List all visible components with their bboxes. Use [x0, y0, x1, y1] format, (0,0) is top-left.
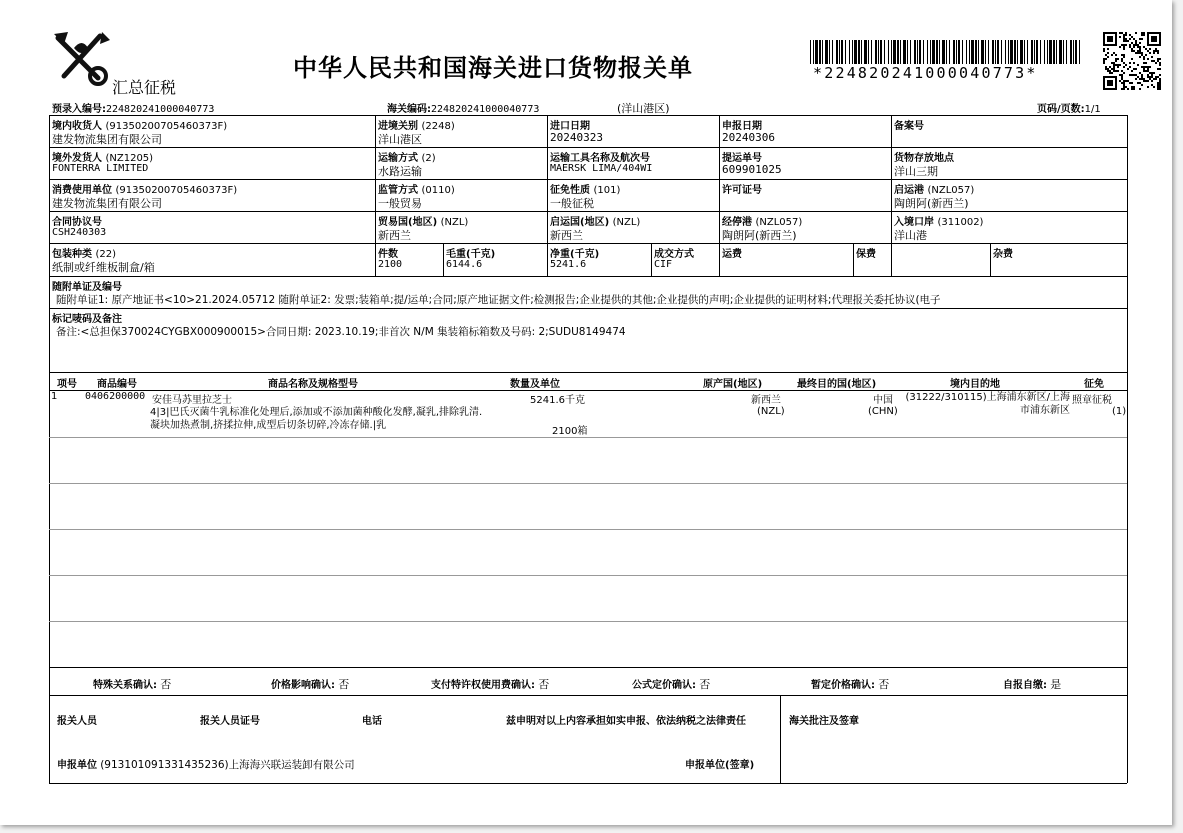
contract-value: CSH240303 — [52, 227, 107, 238]
goods-spec: 4|3|巴氏灭菌牛乳标准化处理后,添加或不添加菌种酸化发酵,凝乳,排除乳清.凝块加热煮制,挤揉拉伸,成型后切条切碎,冷冻存储.|乳 — [150, 407, 483, 431]
net-label: 净重(千克) — [550, 249, 600, 260]
bl-label: 提运单号 — [722, 153, 762, 164]
phone-label: 电话 — [362, 716, 382, 727]
origin-country-value: 新西兰 — [550, 229, 583, 242]
supervision-label: 监管方式 (0110) — [378, 185, 455, 196]
goods-header-dest-country: 最终目的国(地区) — [797, 379, 877, 390]
goods-levy: 照章征税 — [1072, 395, 1112, 406]
price-influence-confirm: 价格影响确认: 否 — [271, 678, 350, 691]
terms-value: CIF — [654, 259, 673, 270]
royalty-confirm: 支付特许权使用费确认: 否 — [431, 678, 550, 691]
customs-approval-label: 海关批注及签章 — [789, 716, 859, 727]
entry-customs-value: 洋山港区 — [378, 133, 422, 146]
record-no-label: 备案号 — [894, 121, 924, 132]
goods-header-qty: 数量及单位 — [510, 379, 560, 390]
goods-item-no: 1 — [51, 391, 58, 402]
goods-dest-country: 中国 — [873, 395, 893, 406]
goods-header-origin: 原产国(地区) — [703, 379, 763, 390]
transport-mode-label: 运输方式 (2) — [378, 153, 436, 164]
levy-value: 一般征税 — [550, 197, 594, 210]
departure-port-label: 启运港 (NZL057) — [894, 185, 975, 196]
goods-name: 安佳马苏里拉芝士 — [152, 395, 232, 406]
transport-mode-value: 水路运输 — [378, 165, 422, 178]
package-label: 包装种类 (22) — [52, 249, 117, 260]
origin-country-label: 启运国(地区) (NZL) — [550, 217, 641, 228]
entry-port-value: 洋山港 — [894, 229, 927, 242]
goods-domestic-dest: (31222/310115)上海浦东新区/上海市浦东新区 — [905, 392, 1070, 416]
license-label: 许可证号 — [722, 185, 762, 196]
pieces-value: 2100 — [378, 259, 403, 270]
goods-header-levy: 征免 — [1084, 379, 1104, 390]
port-note: (洋山港区) — [617, 102, 670, 115]
logo-text: 汇总征税 — [112, 78, 177, 97]
barcode-text: *224820241000040773* — [813, 64, 1038, 82]
attached-docs-label: 随附单证及编号 — [52, 282, 122, 293]
freight-label: 运费 — [722, 249, 742, 260]
package-value: 纸制或纤维板制盒/箱 — [52, 261, 155, 274]
contract-label: 合同协议号 — [52, 217, 102, 228]
gross-label: 毛重(千克) — [446, 249, 496, 260]
gross-value: 6144.6 — [446, 259, 483, 270]
goods-header-domestic-dest: 境内目的地 — [950, 379, 1000, 390]
qr-code — [1103, 32, 1161, 90]
transit-port-label: 经停港 (NZL057) — [722, 217, 803, 228]
trade-country-value: 新西兰 — [378, 229, 411, 242]
consumer-label: 消费使用单位 (91350200705460373F) — [52, 185, 238, 196]
goods-header-name: 商品名称及规格型号 — [268, 379, 358, 390]
pieces-label: 件数 — [378, 249, 398, 260]
transit-port-value: 陶朗阿(新西兰) — [722, 229, 797, 242]
declarant-cert-label: 报关人员证号 — [200, 716, 260, 727]
customs-number: 海关编码:224820241000040773 — [387, 104, 540, 115]
page-title: 中华人民共和国海关进口货物报关单 — [293, 54, 693, 82]
consignee-label: 境内收货人 (91350200705460373F) — [52, 121, 228, 132]
goods-hs-code: 0406200000 — [85, 391, 146, 402]
levy-label: 征免性质 (101) — [550, 185, 621, 196]
insurance-label: 保费 — [856, 249, 876, 260]
entry-customs-label: 进境关别 (2248) — [378, 121, 455, 132]
import-date-label: 进口日期 — [550, 121, 590, 132]
supervision-value: 一般贸易 — [378, 197, 422, 210]
formula-pricing-confirm: 公式定价确认: 否 — [632, 678, 711, 691]
legal-statement: 兹申明对以上内容承担如实申报、依法纳税之法律责任 — [506, 716, 746, 727]
departure-port-value: 陶朗阿(新西兰) — [894, 197, 969, 210]
shipper-label: 境外发货人 (NZ1205) — [52, 153, 154, 164]
declaring-unit: 申报单位 (913101091331435236)上海海兴联运装卸有限公司 — [57, 759, 355, 771]
entry-port-label: 入境口岸 (311002) — [894, 217, 984, 228]
attached-docs-value: 随附单证1: 原产地证书<10>21.2024.05712 随附单证2: 发票;装箱单;提/运单;合同;原产地证据文件;检测报告;企业提供的其他;企业提供的声明;企业提供的证明材料;代理报关委托协议(电子 — [56, 294, 941, 306]
goods-origin: 新西兰 — [751, 395, 781, 406]
remarks-label: 标记唛码及备注 — [52, 314, 122, 325]
import-date-value: 20240323 — [550, 131, 603, 144]
remarks-value: 备注:<总担保370024CYGBX000900015>合同日期: 2023.10.19;非首次 N/M 集装箱标箱数及号码: 2;SUDU8149474 — [56, 326, 626, 338]
special-relationship-confirm: 特殊关系确认: 否 — [93, 678, 172, 691]
shipper-value: FONTERRA LIMITED — [52, 163, 149, 174]
consignee-value: 建发物流集团有限公司 — [52, 133, 162, 146]
page-count: 页码/页数:1/1 — [1037, 104, 1101, 115]
terms-label: 成交方式 — [654, 249, 694, 260]
barcode — [810, 40, 1082, 64]
pre-entry-number: 预录入编号:224820241000040773 — [52, 104, 215, 115]
goods-header-item-no: 项号 — [57, 379, 77, 390]
vessel-value: MAERSK LIMA/404WI — [550, 163, 653, 174]
self-report-confirm: 自报自缴: 是 — [1003, 678, 1062, 691]
vessel-label: 运输工具名称及航次号 — [550, 153, 650, 164]
storage-label: 货物存放地点 — [894, 153, 954, 164]
goods-qty-2: 2100箱 — [552, 426, 588, 437]
declaring-unit-seal-label: 申报单位(签章) — [685, 760, 755, 771]
storage-value: 洋山三期 — [894, 165, 938, 178]
customs-emblem-icon — [50, 28, 112, 90]
misc-label: 杂费 — [993, 249, 1013, 260]
goods-qty-1: 5241.6千克 — [530, 395, 585, 406]
declare-date-label: 申报日期 — [722, 121, 762, 132]
goods-dest-country-code: (CHN) — [868, 406, 898, 417]
goods-header-hs-code: 商品编号 — [97, 379, 137, 390]
provisional-price-confirm: 暂定价格确认: 否 — [811, 678, 890, 691]
declare-date-value: 20240306 — [722, 131, 775, 144]
net-value: 5241.6 — [550, 259, 587, 270]
bl-value: 609901025 — [722, 163, 782, 176]
goods-origin-code: (NZL) — [757, 406, 785, 417]
goods-levy-code: (1) — [1112, 406, 1127, 417]
consumer-value: 建发物流集团有限公司 — [52, 197, 162, 210]
declarant-label: 报关人员 — [57, 716, 97, 727]
trade-country-label: 贸易国(地区) (NZL) — [378, 217, 469, 228]
